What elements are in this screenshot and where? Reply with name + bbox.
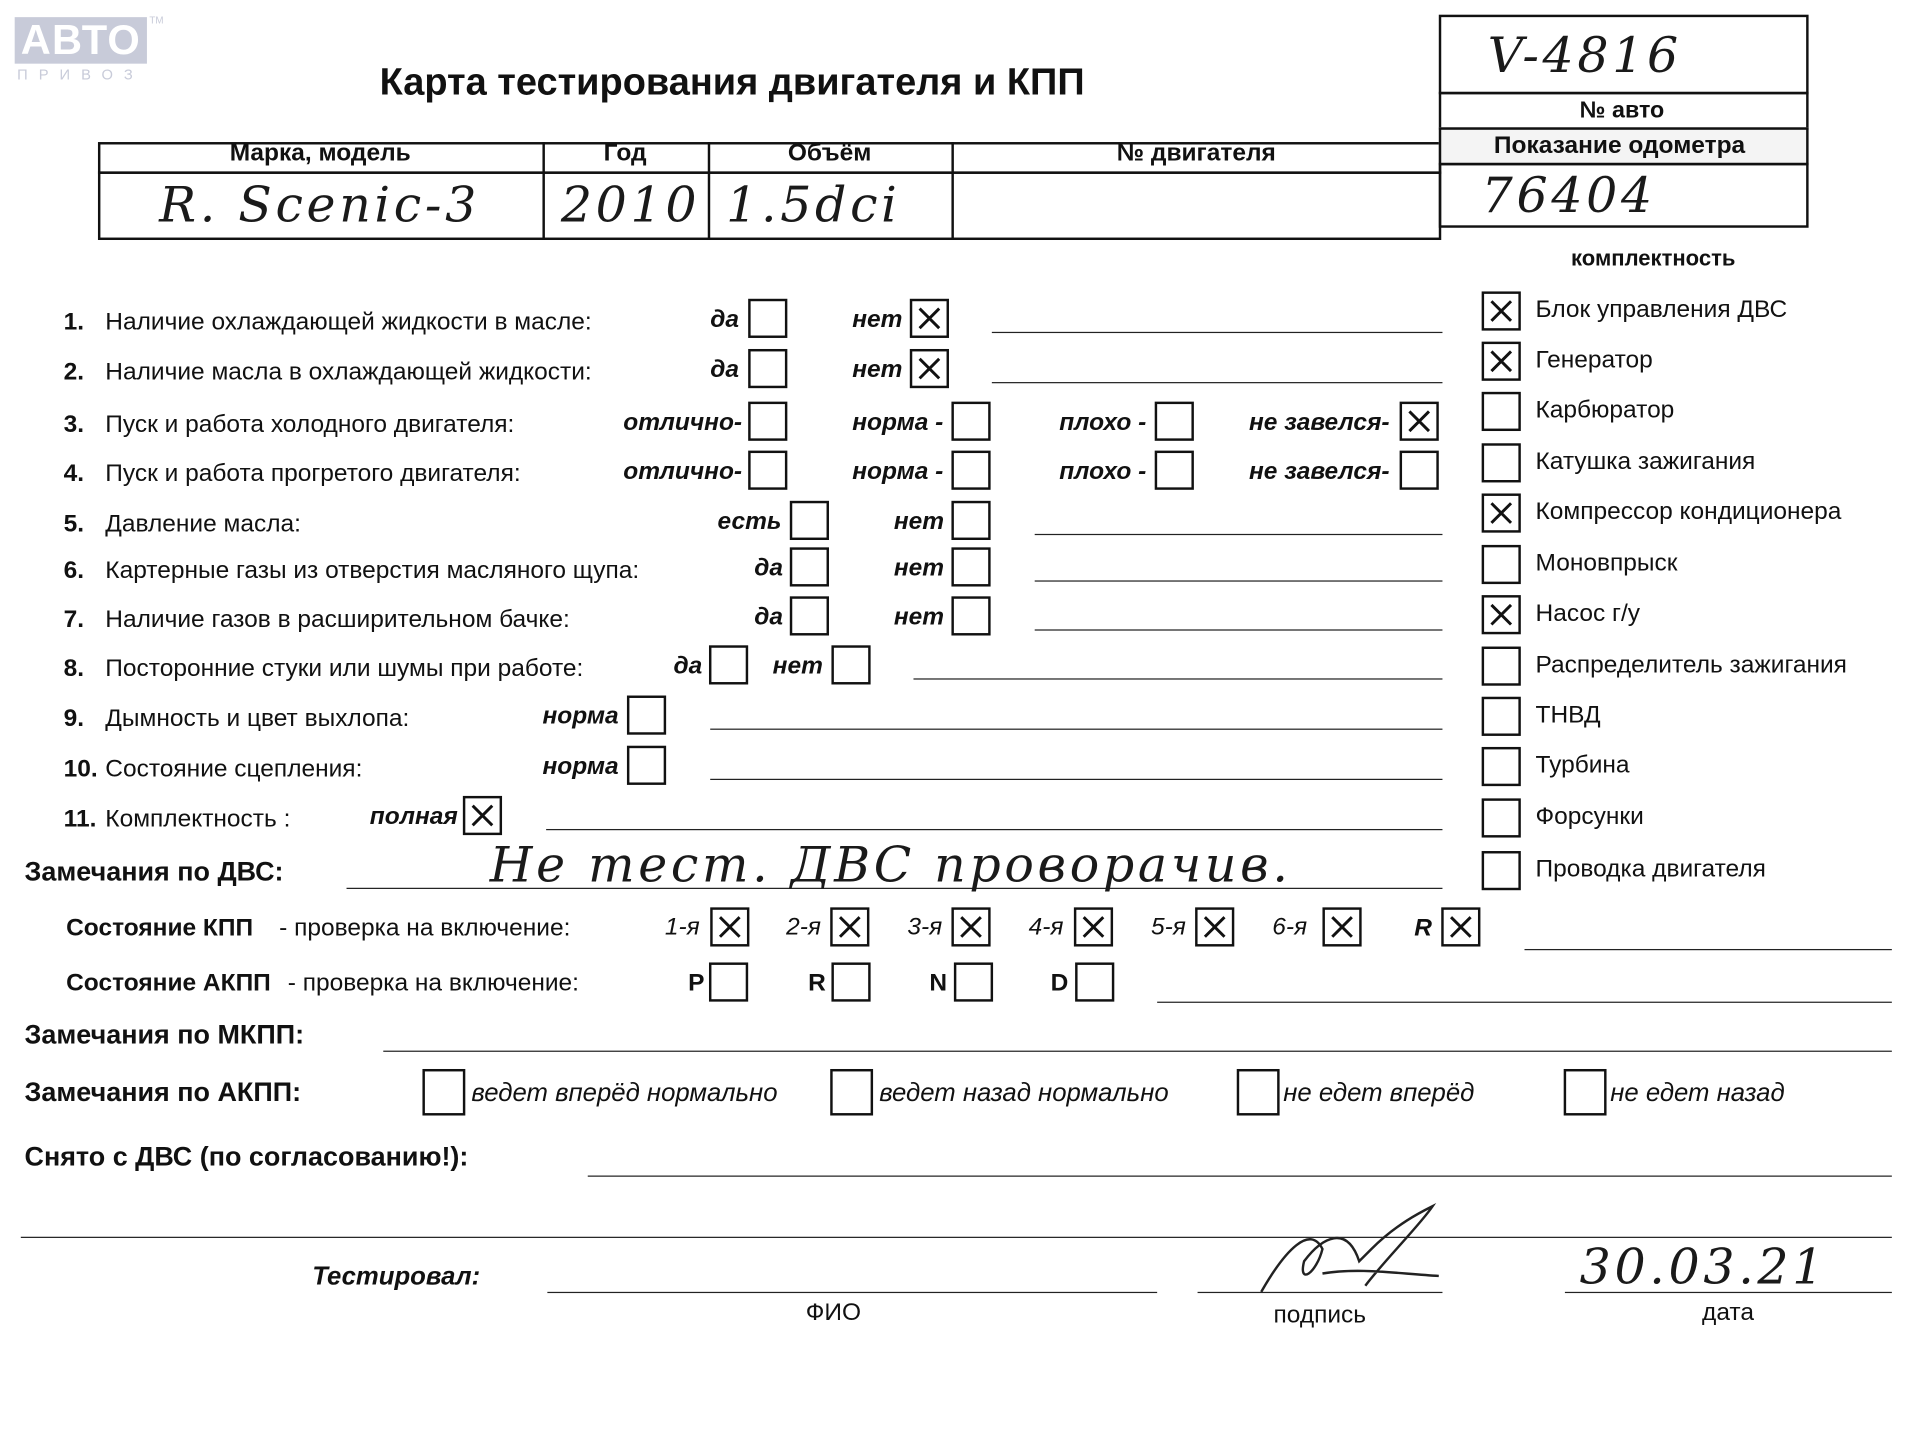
logo-subtitle: ПРИВОЗ: [17, 66, 144, 84]
gear-checkbox[interactable]: [1195, 907, 1234, 946]
check-mark-icon: [958, 913, 985, 940]
completeness-checkbox[interactable]: [1482, 798, 1521, 837]
fill-line: [588, 1176, 1892, 1177]
row-label: Посторонние стуки или шумы при работе:: [105, 655, 584, 683]
option-label: нет: [893, 603, 945, 631]
option-label: норма: [542, 702, 619, 730]
completeness-checkbox[interactable]: [1482, 392, 1521, 431]
selector-label: R: [808, 969, 826, 997]
selector-checkbox[interactable]: [1075, 962, 1114, 1001]
completeness-checkbox[interactable]: [1482, 291, 1521, 330]
option-label: отлично-: [623, 408, 743, 436]
selector-checkbox[interactable]: [954, 962, 993, 1001]
option-label: нет: [852, 306, 903, 334]
option-label: норма -: [852, 457, 944, 485]
option-label: есть: [717, 508, 782, 536]
gear-checkbox[interactable]: [1074, 907, 1113, 946]
akpp-option-checkbox[interactable]: [422, 1069, 465, 1116]
manual-gearbox-label-rest: - проверка на включение:: [279, 914, 571, 942]
option-label: плохо -: [1059, 457, 1147, 485]
completeness-checkbox[interactable]: [1482, 747, 1521, 786]
gear-label: 4-я: [1028, 913, 1064, 941]
table-header-1: Год: [603, 139, 647, 167]
completeness-checkbox[interactable]: [1482, 851, 1521, 890]
fill-line: [1157, 1002, 1892, 1003]
checkbox-r8-1[interactable]: [709, 645, 748, 684]
check-mark-icon: [1329, 913, 1356, 940]
completeness-label: Компрессор кондиционера: [1535, 498, 1842, 526]
engine-remarks-value: Не тест. ДВС проворачив.: [489, 837, 1292, 894]
akpp-option-checkbox[interactable]: [1237, 1069, 1280, 1116]
row-number: 8.: [63, 655, 85, 683]
logo-trademark: TM: [149, 14, 164, 26]
check-mark-icon: [1488, 348, 1515, 375]
check-mark-icon: [916, 305, 943, 332]
option-label: не завелся-: [1248, 457, 1390, 485]
completeness-label: Моновпрыск: [1535, 549, 1678, 577]
checkbox-r4-3[interactable]: [1155, 451, 1194, 490]
gear-label: R: [1414, 914, 1432, 942]
gear-label: 6-я: [1272, 913, 1308, 941]
completeness-label: Проводка двигателя: [1535, 855, 1766, 883]
fill-line: [1525, 949, 1892, 950]
engine-remarks-label: Замечания по ДВС:: [24, 855, 284, 887]
check-mark-icon: [1080, 913, 1107, 940]
checkbox-r10-1[interactable]: [627, 746, 666, 785]
table-value-2[interactable]: 1.5dci: [726, 177, 901, 234]
completeness-label: Карбюратор: [1535, 396, 1675, 424]
logo: АВТО: [15, 17, 147, 64]
completeness-checkbox[interactable]: [1482, 342, 1521, 381]
check-mark-icon: [1488, 500, 1515, 527]
row-label: Пуск и работа холодного двигателя:: [105, 411, 515, 439]
option-label: да: [673, 652, 703, 680]
tested-by-label: Тестировал:: [312, 1262, 481, 1291]
selector-checkbox[interactable]: [831, 962, 870, 1001]
check-mark-icon: [1488, 298, 1515, 325]
option-label: нет: [852, 356, 903, 384]
akpp-remarks-label: Замечания по АКПП:: [24, 1076, 302, 1107]
completeness-checkbox[interactable]: [1482, 545, 1521, 584]
checkbox-r2-1[interactable]: [748, 349, 787, 388]
fill-line: [383, 1051, 1892, 1052]
check-mark-icon: [1406, 408, 1433, 435]
akpp-option-label: ведет назад нормально: [879, 1078, 1169, 1107]
row-number: 10.: [63, 755, 98, 783]
check-mark-icon: [836, 913, 863, 940]
completeness-label: Генератор: [1535, 346, 1653, 374]
row-number: 11.: [63, 805, 97, 833]
completeness-label: ТНВД: [1535, 701, 1601, 729]
check-mark-icon: [1201, 913, 1228, 940]
row-number: 5.: [63, 510, 85, 538]
gear-checkbox[interactable]: [1441, 907, 1480, 946]
completeness-checkbox[interactable]: [1482, 697, 1521, 736]
option-label: да: [710, 356, 739, 384]
checkbox-r3-1[interactable]: [748, 402, 787, 441]
table-header-2: Объём: [787, 139, 872, 167]
check-mark-icon: [1488, 601, 1515, 628]
fill-line: [710, 779, 1442, 780]
option-label: плохо -: [1059, 408, 1147, 436]
option-label: нет: [893, 554, 945, 582]
check-mark-icon: [916, 355, 943, 382]
row-label: Наличие газов в расширительном бачке:: [105, 606, 570, 634]
option-label: норма -: [852, 408, 944, 436]
akpp-option-label: не едет вперёд: [1283, 1078, 1475, 1107]
completeness-checkbox[interactable]: [1482, 595, 1521, 634]
date-value: 30.03.21: [1579, 1239, 1828, 1296]
checkbox-r4-4[interactable]: [1400, 451, 1439, 490]
akpp-option-label: ведет вперёд нормально: [471, 1078, 778, 1107]
fill-line: [1035, 580, 1443, 581]
option-label: нет: [893, 508, 945, 536]
row-label: Пуск и работа прогретого двигателя:: [105, 460, 521, 488]
option-label: полная: [369, 803, 458, 831]
fill-line: [546, 829, 1442, 830]
gear-checkbox[interactable]: [710, 907, 749, 946]
table-header-3: № двигателя: [1116, 139, 1276, 167]
completeness-checkbox[interactable]: [1482, 647, 1521, 686]
check-mark-icon: [469, 802, 496, 829]
checkbox-r7-1[interactable]: [790, 596, 829, 635]
akpp-option-checkbox[interactable]: [1564, 1069, 1607, 1116]
gear-checkbox[interactable]: [830, 907, 869, 946]
checkbox-r4-1[interactable]: [748, 451, 787, 490]
checkbox-r3-4[interactable]: [1400, 402, 1439, 441]
gear-label: 2-я: [786, 913, 821, 941]
manual-gearbox-label: Состояние КПП: [66, 914, 254, 942]
completeness-checkbox[interactable]: [1482, 493, 1521, 532]
signature-icon: [1249, 1200, 1457, 1298]
auto-gearbox-label: Состояние АКПП: [66, 969, 271, 997]
checkbox-r1-1[interactable]: [748, 299, 787, 338]
fill-line: [992, 332, 1443, 333]
checkbox-r3-2[interactable]: [951, 402, 990, 441]
completeness-label: Турбина: [1535, 751, 1630, 779]
row-number: 3.: [63, 411, 85, 439]
selector-label: D: [1050, 969, 1069, 997]
auto-gearbox-label-rest: - проверка на включение:: [287, 969, 579, 997]
row-label: Давление масла:: [105, 510, 301, 538]
checkbox-r9-1[interactable]: [627, 696, 666, 735]
car-number-label: № авто: [1579, 97, 1665, 124]
row-number: 9.: [63, 705, 85, 733]
table-value-0[interactable]: R. Scenic-3: [159, 177, 480, 234]
checkbox-r6-2[interactable]: [951, 547, 990, 586]
check-mark-icon: [1447, 913, 1474, 940]
option-label: да: [754, 603, 784, 631]
row-number: 1.: [63, 308, 85, 336]
akpp-option-checkbox[interactable]: [830, 1069, 873, 1116]
checkbox-r3-3[interactable]: [1155, 402, 1194, 441]
fio-label: ФИО: [805, 1299, 861, 1327]
completeness-label: Форсунки: [1535, 803, 1644, 831]
row-label: Картерные газы из отверстия масляного щупа:: [105, 557, 640, 585]
table-header-0: Марка, модель: [229, 139, 411, 167]
selector-label: N: [929, 969, 948, 997]
checkbox-r2-2[interactable]: [910, 349, 949, 388]
odometer-value: 76404: [1481, 167, 1656, 225]
completeness-label: Насос г/у: [1535, 600, 1641, 627]
gear-checkbox[interactable]: [1322, 907, 1361, 946]
checkbox-r4-2[interactable]: [951, 451, 990, 490]
row-number: 7.: [63, 606, 85, 634]
option-label: отлично-: [623, 457, 743, 485]
table-value-1[interactable]: 2010: [560, 177, 701, 234]
option-label: да: [710, 306, 739, 334]
fill-line: [547, 1292, 1157, 1293]
gear-checkbox[interactable]: [951, 907, 990, 946]
completeness-label: Блок управления ДВС: [1535, 296, 1788, 324]
completeness-title: комплектность: [1571, 246, 1736, 271]
removed-label: Снято с ДВС (по согласованию!):: [24, 1141, 469, 1172]
akpp-option-label: не едет назад: [1610, 1078, 1785, 1107]
selector-label: P: [688, 969, 705, 997]
completeness-checkbox[interactable]: [1482, 443, 1521, 482]
fill-line: [992, 382, 1443, 383]
completeness-label: Распределитель зажигания: [1535, 651, 1847, 679]
checkbox-r7-2[interactable]: [951, 596, 990, 635]
fill-line: [1035, 534, 1443, 535]
row-label: Дымность и цвет выхлопа:: [105, 705, 410, 733]
checkbox-r5-1[interactable]: [790, 501, 829, 540]
fill-line: [710, 729, 1442, 730]
fill-line: [1035, 629, 1443, 630]
date-label: дата: [1702, 1299, 1755, 1327]
page-title: Карта тестирования двигателя и КПП: [379, 60, 1085, 103]
odometer-label: Показание одометра: [1493, 132, 1746, 160]
option-label: да: [754, 554, 784, 582]
mkpp-remarks-label: Замечания по МКПП:: [24, 1018, 305, 1050]
row-label: Комплектность :: [105, 805, 291, 833]
row-label: Наличие масла в охлаждающей жидкости:: [105, 358, 592, 386]
gear-label: 5-я: [1151, 913, 1186, 941]
checkbox-r6-1[interactable]: [790, 547, 829, 586]
checkbox-r11-1[interactable]: [463, 796, 502, 835]
option-label: не завелся-: [1248, 408, 1390, 436]
car-number-value: V-4816: [1487, 28, 1682, 85]
row-number: 2.: [63, 358, 85, 386]
gear-label: 1-я: [664, 913, 700, 941]
option-label: нет: [772, 652, 823, 680]
gear-label: 3-я: [907, 913, 943, 941]
row-number: 4.: [63, 460, 85, 488]
fill-line: [913, 678, 1442, 679]
signature: [1249, 1200, 1457, 1304]
checkbox-r8-2[interactable]: [831, 645, 870, 684]
check-mark-icon: [716, 913, 743, 940]
row-label: Наличие охлаждающей жидкости в масле:: [105, 308, 592, 336]
separator-line: [21, 1237, 1892, 1238]
row-label: Состояние сцепления:: [105, 755, 363, 783]
signature-label: подпись: [1273, 1301, 1367, 1329]
row-number: 6.: [63, 557, 85, 585]
checkbox-r1-2[interactable]: [910, 299, 949, 338]
option-label: норма: [542, 753, 619, 781]
completeness-label: Катушка зажигания: [1535, 448, 1756, 476]
checkbox-r5-2[interactable]: [951, 501, 990, 540]
selector-checkbox[interactable]: [709, 962, 748, 1001]
